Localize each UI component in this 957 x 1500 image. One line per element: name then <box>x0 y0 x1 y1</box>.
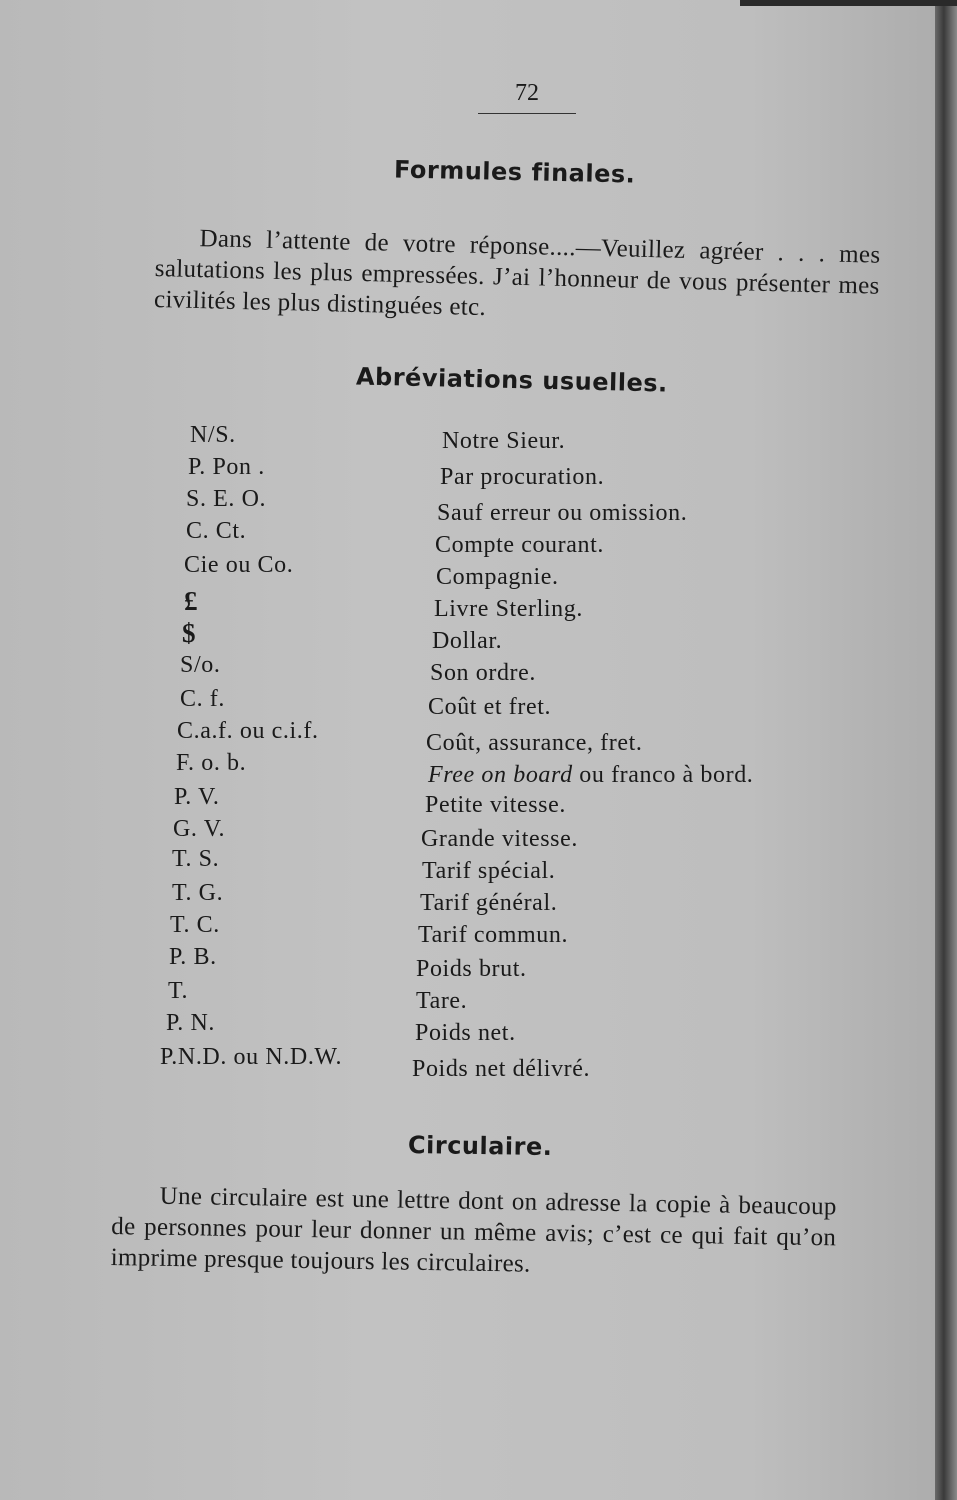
abbreviation-meaning: Tarif commun. <box>418 922 569 948</box>
abbreviation-code: P. B. <box>169 944 217 970</box>
abbreviation-meaning: Tarif spécial. <box>422 858 556 884</box>
abbreviation-code: C. f. <box>180 686 225 712</box>
abbreviation-code: T. S. <box>172 846 220 872</box>
abbreviation-meaning: Poids net délivré. <box>412 1056 591 1082</box>
abbreviation-meaning: Petite vitesse. <box>425 792 566 818</box>
abbreviation-meaning: Tarif général. <box>420 890 558 916</box>
heading-formules-finales: Formules finales. <box>393 155 636 189</box>
abbreviation-meaning: Free on board ou franco à bord. <box>428 762 754 788</box>
abbreviation-code: Cie ou Co. <box>184 552 294 578</box>
abbreviation-code: P. V. <box>174 784 220 810</box>
abbreviation-code: T. C. <box>170 912 220 938</box>
abbreviation-code: T. G. <box>172 880 224 906</box>
abbreviation-meaning: Tare. <box>416 988 468 1014</box>
paragraph-formules-finales: Dans l’attente de votre réponse....—Veuillez agréer . . . mes salutations les plus empressées. J’ai l’honneur de vous présenter mes civilités les plus distinguées etc. <box>153 225 881 322</box>
abbreviation-code: C. Ct. <box>186 518 247 544</box>
abbreviation-meaning: Coût et fret. <box>428 694 552 720</box>
abbreviation-meaning: Sauf erreur ou omission. <box>437 500 688 526</box>
abbreviation-code: $ <box>182 618 197 648</box>
abbreviation-code: G. V. <box>173 816 226 842</box>
abbreviation-meaning: Dollar. <box>432 628 503 654</box>
abbreviation-code: F. o. b. <box>176 750 247 776</box>
abbreviation-meaning-italic: Free on board <box>428 762 573 788</box>
abbreviation-meaning: Compte courant. <box>435 532 604 558</box>
abbreviation-meaning: Poids net. <box>415 1020 516 1046</box>
abbreviation-meaning: Poids brut. <box>416 956 527 982</box>
abbreviation-meaning: Notre Sieur. <box>442 428 566 454</box>
abbreviation-code: P.N.D. ou N.D.W. <box>160 1044 343 1070</box>
page-number: 72 <box>515 80 539 106</box>
book-binding-edge <box>935 0 957 1500</box>
abbreviation-meaning: Compagnie. <box>436 564 559 590</box>
abbreviation-code: T. <box>168 978 189 1004</box>
abbreviation-meaning: Livre Sterling. <box>434 596 583 622</box>
abbreviation-code: P. N. <box>166 1010 216 1036</box>
abbreviation-code: S/o. <box>180 652 221 678</box>
abbreviation-code: P. Pon . <box>188 454 265 480</box>
top-dark-strip <box>740 0 957 6</box>
abbreviation-meaning: Son ordre. <box>430 660 536 686</box>
paragraph-circulaire: Une circulaire est une lettre dont on adresse la copie à beaucoup de personnes pour leur donner un même avis; c’est ce qui fait qu’on imprime presque toujours les circulaires. <box>110 1182 837 1278</box>
abbreviation-code: £ <box>184 586 199 616</box>
abbreviation-meaning: Par procuration. <box>440 464 605 490</box>
abbreviation-meaning: Grande vitesse. <box>421 826 578 852</box>
abbreviation-meaning: Coût, assurance, fret. <box>426 730 643 756</box>
heading-circulaire: Circulaire. <box>407 1130 553 1162</box>
abbreviation-code: C.a.f. ou c.i.f. <box>177 718 319 744</box>
heading-abreviations-usuelles: Abréviations usuelles. <box>355 362 668 398</box>
abbreviation-code: N/S. <box>190 422 236 448</box>
abbreviation-code: S. E. O. <box>186 486 267 512</box>
